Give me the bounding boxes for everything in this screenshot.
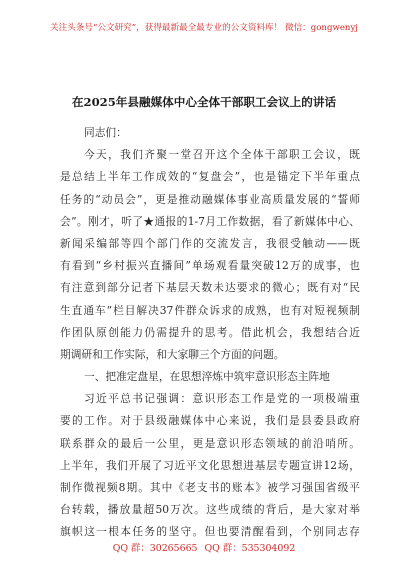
document-title: 在2025年县融媒体中心全体干部职工会议上的讲话 — [71, 95, 337, 109]
body-line: 新闻采编部等四个部门作的交流发言，我很受触动——既 — [60, 236, 360, 250]
footer-qq-group-1: QQ 群：30265665 — [112, 543, 198, 554]
body-line: 习近平总书记强调：意识形态工作是党的一项极端重 — [84, 392, 360, 406]
body-line: 生直通车”栏目解决37件群众诉求的成熟，也有对短视频制 — [60, 303, 360, 317]
header-banner: 关注头条号“公文研究”，获得最新最全最专业的公文资料库！ 微信：gongwenyj — [50, 23, 358, 33]
body-line: 会”。刚才，听了★通报的1-7月工作数据，看了新媒体中心、 — [60, 214, 360, 228]
document-body — [60, 122, 360, 544]
body-line: 是总结上半年工作成效的“复盘会”，也是锚定下半年重点 — [60, 170, 360, 184]
body-line: 台转载，播放量超50万次。这些成绩的背后，是大家对举 — [60, 503, 360, 517]
footer-qq-group-2: QQ 群：535304092 — [204, 543, 296, 554]
body-line: 一、把准定盘星，在思想淬炼中筑牢意识形态主阵地 — [84, 370, 330, 384]
body-line: 同志们： — [84, 126, 127, 139]
body-line: 有看到“乡村振兴直播间”单场观看量突破12万的成事，也 — [60, 259, 360, 273]
body-line: 旗帜这一根本任务的坚守。但也要清醒看到，个别同志存 — [60, 525, 360, 539]
body-line: 上半年，我们开展了习近平文化思想进基层专题宣讲12场， — [60, 458, 360, 472]
body-line: 制作微视频8期。其中《老支书的账本》被学习强国省级平 — [60, 481, 360, 494]
body-line: 作团队原创能力仍需提升的思考。借此机会，我想结合近 — [60, 325, 360, 339]
body-line: 期调研和工作实际，和大家聊三个方面的问题。 — [60, 347, 285, 361]
body-line: 有注意到部分记者下基层天数未达要求的微心；既有对“民 — [60, 281, 360, 295]
body-line: 要的工作。对于县级融媒体中心来说，我们是县委县政府 — [60, 414, 360, 428]
body-line: 今天，我们齐聚一堂召开这个全体干部职工会议，既 — [84, 148, 360, 162]
footer-contacts — [0, 540, 408, 554]
body-line: 联系群众的最后一公里，更是意识形态领域的前沿哨所。 — [60, 436, 360, 450]
body-line: 任务的“动员会”，更是推动融媒体事业高质量发展的“誓师 — [60, 192, 360, 206]
